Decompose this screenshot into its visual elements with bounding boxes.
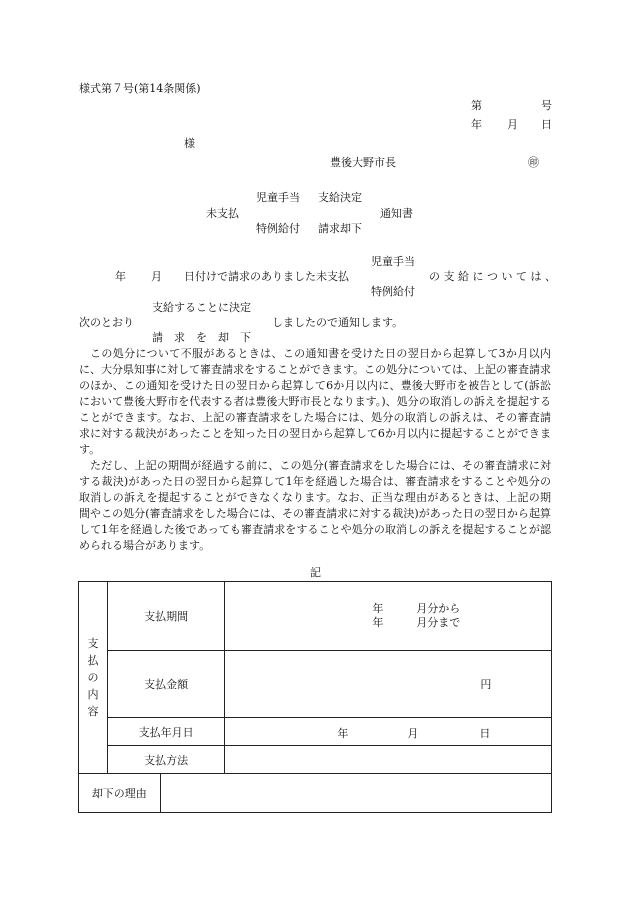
next-label: 次のとおり: [79, 316, 134, 329]
intro-text: 日付けで請求のありました未支払: [184, 270, 349, 283]
rejection-reason-label: 却下の理由: [79, 774, 161, 813]
choice-special-benefit: 特例給付: [371, 285, 415, 298]
number-suffix: 号: [541, 99, 552, 112]
form-id: 様式第７号(第14条関係): [79, 82, 201, 95]
payment-date-value: 年 月 日: [225, 718, 552, 746]
payment-content-group-label: 支 払 の 内 容: [79, 582, 108, 774]
intro-text-3: しましたので通知します。: [272, 316, 404, 329]
payment-method-value: [225, 746, 552, 774]
date-year: 年: [471, 118, 482, 131]
date-month: 月: [507, 118, 518, 131]
title-unpaid: 未支払: [206, 207, 239, 220]
intro-text-2: の 支 給 に つ い て は 、: [429, 270, 556, 283]
decision-pay: 支給することに決定: [152, 301, 251, 314]
ki-heading: 記: [310, 566, 321, 579]
title-notice: 通知書: [380, 207, 413, 220]
intro-year: 年: [115, 270, 126, 283]
choice-child-allowance: 児童手当: [371, 255, 415, 268]
payment-details-table: [78, 581, 552, 813]
payment-amount-label: 支払金額: [107, 651, 224, 718]
date-day: 日: [541, 118, 552, 131]
issuer-name: 豊後大野市長: [330, 156, 396, 169]
seal-mark: ㊞: [528, 156, 539, 169]
payment-method-label: 支払方法: [107, 746, 224, 774]
addressee-suffix: 様: [184, 137, 195, 150]
title-special-benefit: 特例給付: [256, 222, 300, 235]
title-child-allowance: 児童手当: [256, 191, 300, 204]
intro-month: 月: [151, 270, 162, 283]
title-payment-decision: 支給決定: [318, 191, 362, 204]
title-claim-rejection: 請求却下: [318, 222, 362, 235]
payment-period-label: 支払期間: [107, 582, 224, 651]
decision-reject: 請 求 を 却 下: [152, 331, 251, 344]
appeal-paragraph-1: この処分について不服があるときは、この通知書を受けた日の翌日から起算して3か月以内に、大分県知事に対して審査請求をすることができます。この処分については、上記の審査請求のほか、この通知を受けた日の翌日から起算して6か月以内に、豊後大野市を被告として(訴訟において豊後大野市を代表する者は豊後大野市長となります。)、処分の取消しの訴えを提起することができます。なお、上記の審査請求をした場合には、処分の取消しの訴えは、その審査請求に対する裁決があったことを知った日の翌日から起算して6か月以内に提起することができます。: [79, 347, 551, 456]
number-label: 第: [471, 99, 482, 112]
rejection-reason-value: [160, 774, 551, 813]
appeal-paragraph-2: ただし、上記の期間が経過する前に、この処分(審査請求をした場合には、その審査請求に対する裁決)があった日の翌日から起算して1年を経過した場合は、審査請求をすることや処分の取消しの訴えを提起することができなくなります。なお、正当な理由があるときは、上記の期間やこの処分(審査請求をした場合には、その審査請求に対する裁決)があった日の翌日から起算して1年を経過した後であっても審査請求をすることや処分の取消しの訴えを提起することが認められる場合があります。: [79, 459, 551, 552]
payment-period-value: 年 月分から 年 月分まで: [225, 582, 552, 651]
payment-date-label: 支払年月日: [107, 718, 224, 746]
payment-amount-value: 円: [225, 651, 552, 718]
